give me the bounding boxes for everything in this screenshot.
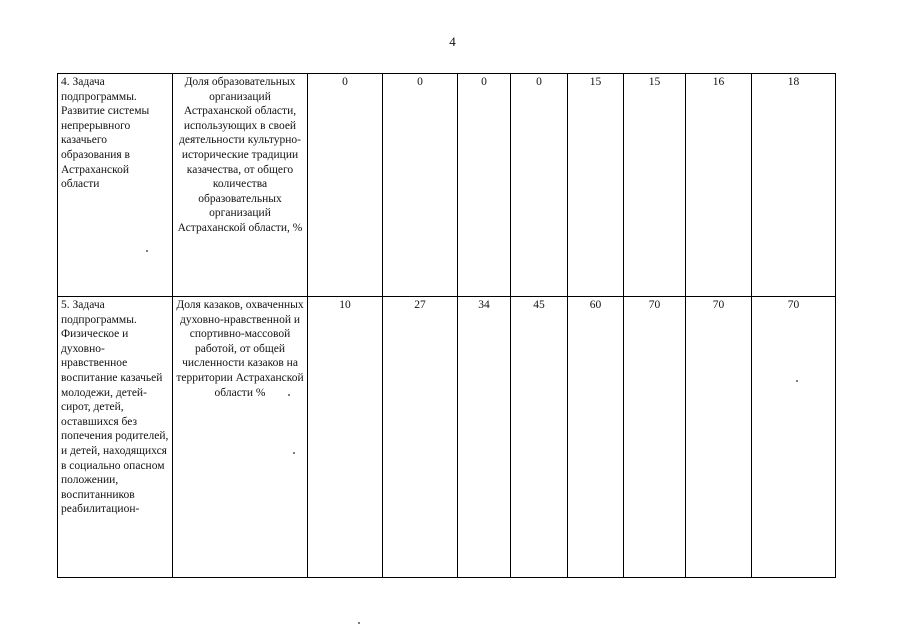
value-cell: 15 xyxy=(568,74,624,297)
value-cell: 70 xyxy=(624,297,686,578)
value-cell: 27 xyxy=(383,297,458,578)
indicators-table xyxy=(57,73,836,578)
page-number: 4 xyxy=(449,34,456,49)
table-row xyxy=(58,297,836,578)
scan-speck xyxy=(146,250,148,252)
scan-speck xyxy=(288,394,290,396)
value-cell: 70 xyxy=(686,297,752,578)
value-cell: 34 xyxy=(458,297,511,578)
value-cell: 15 xyxy=(624,74,686,297)
value-cell: 10 xyxy=(308,297,383,578)
value-cell: 0 xyxy=(458,74,511,297)
value-cell: 16 xyxy=(686,74,752,297)
value-cell: 0 xyxy=(308,74,383,297)
value-cell: 60 xyxy=(568,297,624,578)
scan-speck xyxy=(796,380,798,382)
indicator-cell: Доля казаков, охваченных духовно-нравственной и спортивно-массовой работой, от общей численности казаков на территории Астраханской области % xyxy=(173,297,308,578)
value-cell: 18 xyxy=(752,74,836,297)
scan-speck xyxy=(358,622,360,624)
scan-speck xyxy=(293,452,295,454)
value-cell: 70 xyxy=(752,297,836,578)
value-cell: 0 xyxy=(383,74,458,297)
task-cell: 5. Задача подпрограммы. Физическое и духовно-нравственное воспитание казачьей молодежи, детей-сирот, детей, оставшихся без попечения родителей, и детей, находящихся в социально опасном положении, воспитанников реабилитацион- xyxy=(58,297,173,578)
value-cell: 0 xyxy=(511,74,568,297)
value-cell: 45 xyxy=(511,297,568,578)
table-row xyxy=(58,74,836,297)
indicator-cell: Доля образовательных организаций Астраханской области, использующих в своей деятельности культурно-исторические традиции казачества, от общего количества образовательных организаций Астраханской области, % xyxy=(173,74,308,297)
task-cell: 4. Задача подпрограммы. Развитие системы непрерывного казачьего образования в Астраханской области xyxy=(58,74,173,297)
